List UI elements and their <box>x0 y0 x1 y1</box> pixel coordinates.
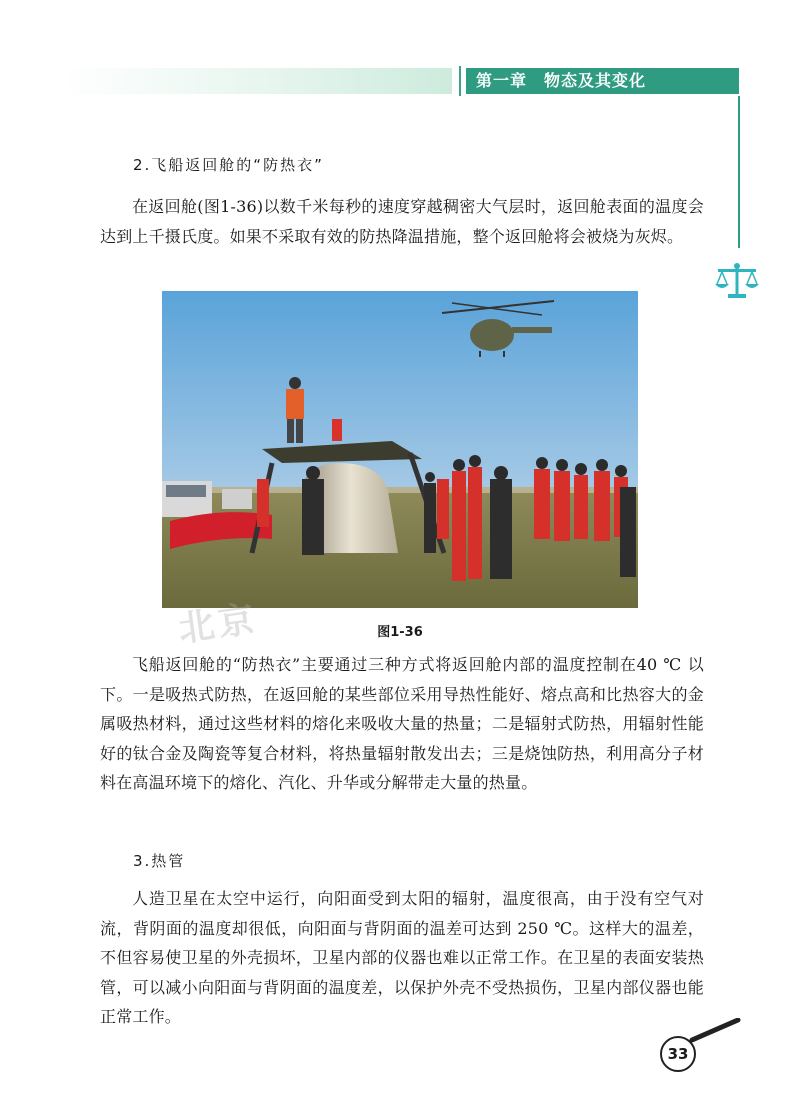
capsule-recovery-photo <box>162 291 638 608</box>
section-heading-heat-pipe: 3.热管 <box>133 852 186 870</box>
page-number-badge <box>656 1018 742 1078</box>
paragraph-heat-pipe: 人造卫星在太空中运行，向阳面受到太阳的辐射，温度很高，由于没有空气对流，背阴面的温度却很低，向阳面与背阴面的温差可达到 250 ℃。这样大的温差，不但容易使卫星的外壳损坏，卫星内部的仪器也难以正常工作。在卫星的表面安装热管，可以减小向阳面与背阴面的温度差，以保护外壳不受热损伤，卫星内部仪器也能正常工作。 <box>100 889 704 1026</box>
paragraph-capsule-intro: 在返回舱(图1-36)以数千米每秒的速度穿越稠密大气层时，返回舱表面的温度会达到上千摄氏度。如果不采取有效的防热降温措施，整个返回舱将会被烧为灰烬。 <box>100 197 704 246</box>
section-heading-heat-shield: 2.飞船返回舱的“防热衣” <box>133 156 324 174</box>
balance-scale-icon <box>714 262 760 300</box>
watermark: 北京 <box>175 598 261 651</box>
page-number: 33 <box>660 1036 696 1072</box>
figure-caption: 图1-36 <box>377 625 423 640</box>
chapter-title: 第一章 物态及其变化 <box>466 68 739 94</box>
paragraph-heat-shield-methods: 飞船返回舱的“防热衣”主要通过三种方式将返回舱内部的温度控制在40 ℃ 以下。一是吸热式防热，在返回舱的某些部位采用导热性能好、熔点高和比热容大的金属吸热材料，通过这些材料的熔化来吸收大量的热量；二是辐射式防热，用辐射性能好的钛合金及陶瓷等复合材料，将热量辐射散发出去；三是烧蚀防热，利用高分子材料在高温环境下的熔化、汽化、升华或分解带走大量的热量。 <box>100 655 704 792</box>
header-gradient-bar <box>60 68 452 94</box>
margin-rule <box>738 96 740 248</box>
header-divider <box>459 66 461 96</box>
